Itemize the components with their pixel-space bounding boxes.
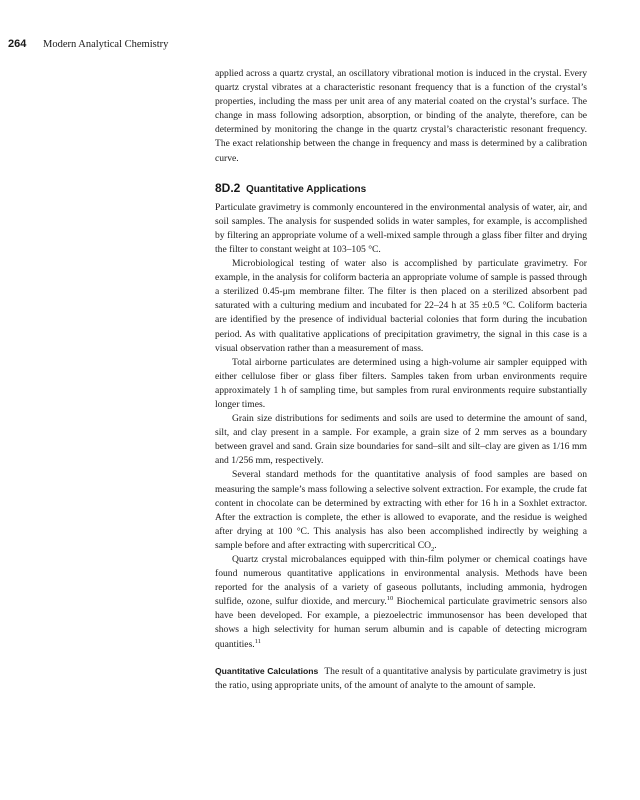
subsection-text: The result of a quantitative analysis by particulate gravimetry is just the ratio, using appropriate units, of the amount of analyte to the amount of sample. — [215, 665, 587, 691]
reference-10: 10 — [386, 595, 394, 603]
food-samples-text: Several standard methods for the quantitative analysis of food samples are based on measuring the sample’s mass following a selective solvent extraction. For example, the crude fat content in chocolate can be determined by extracting with ether for 16 h in a Soxhlet extractor. After the extraction is complete, the ether is allowed to evaporate, and the residue is weighed after drying at 100 °C. This analysis has also been accomplished indirectly by weighing a sample before and after extracting with supercritical CO — [215, 469, 587, 551]
section-heading — [215, 181, 587, 197]
co2-subscript: 2 — [431, 545, 435, 553]
reference-11: 11 — [254, 637, 261, 645]
microbalance-text: Quartz crystal microbalances equipped with thin-film polymer or chemical coatings have found numerous quantitative applications in environmental analysis. Methods have been reported for the analysis of a variety of gaseous pollutants, including ammonia, hydrogen sulfide, ozone, sulfur dioxide, and mercury. — [215, 554, 587, 608]
paragraph-food-samples — [215, 468, 587, 553]
page-number: 264 — [8, 38, 27, 50]
food-samples-end: . — [434, 539, 437, 551]
page-body — [215, 67, 587, 693]
paragraph-suspended-solids: Particulate gravimetry is commonly encountered in the environmental analysis of water, air, and soil samples. The analysis for suspended solids in water samples, for example, is accomplished by filtering an appropriate volume of a well-mixed sample through a glass fiber filter and drying the filter to constant weight at 103–105 °C. — [215, 201, 587, 255]
book-title: Modern Analytical Chemistry — [42, 39, 169, 50]
paragraph-microbiological-testing: Microbiological testing of water also is accomplished by particulate gravimetry. For example, in the analysis for coliform bacteria an appropriate volume of sample is passed through a sterilized 0.45-μm membrane filter. The filter is then placed on a sterilized absorbent pad saturated with a culturing medium and incubated for 22–24 h at 35 ±0.5 °C. Coliform bacteria are identified by the presence of individual bacterial colonies that form during the incubation period. As with qualitative applications of precipitation gravimetry, the signal in this case is a visual observation rather than a measurement of mass. — [215, 258, 587, 354]
section-title: Quantitative Applications — [246, 183, 367, 195]
running-head — [8, 38, 168, 50]
subsection-heading: Quantitative Calculations — [215, 665, 319, 676]
paragraph-airborne-particulates: Total airborne particulates are determined using a high-volume air sampler equipped with either cellulose fiber or glass fiber filters. Samples taken from urban environments require approximately 1 h of sampling time, but samples from rural environments require substantially longer times. — [215, 356, 587, 410]
paragraph-grain-size: Grain size distributions for sediments and soils are used to determine the amount of sand, silt, and clay present in a sample. For example, a grain size of 2 mm serves as a boundary between gravel and sand. Grain size boundaries for sand–silt and silt–clay are given as 1/16 mm and 1/256 mm, respectively. — [215, 413, 587, 467]
section-number: 8D.2 — [215, 180, 241, 195]
paragraph-quartz-microbalances — [215, 553, 587, 652]
quantitative-calculations-paragraph — [215, 664, 587, 693]
microbalance-text-continued: Biochemical particulate gravimetric sensors also have been developed. For example, a piezoelectric immunosensor has been developed that shows a high selectivity for human serum albumin and is capable of detecting microgram quantities. — [215, 596, 587, 650]
intro-paragraph: applied across a quartz crystal, an oscillatory vibrational motion is induced in the crystal. Every quartz crystal vibrates at a characteristic resonant frequency that is a function of the crystal’s properties, including the mass per unit area of any material coated on the crystal’s surface. The change in mass following adsorption, absorption, or binding of the analyte, therefore, can be determined by monitoring the change in the quartz crystal’s characteristic resonant frequency. The exact relationship between the change in frequency and mass is determined by a calibration curve. — [215, 68, 587, 164]
